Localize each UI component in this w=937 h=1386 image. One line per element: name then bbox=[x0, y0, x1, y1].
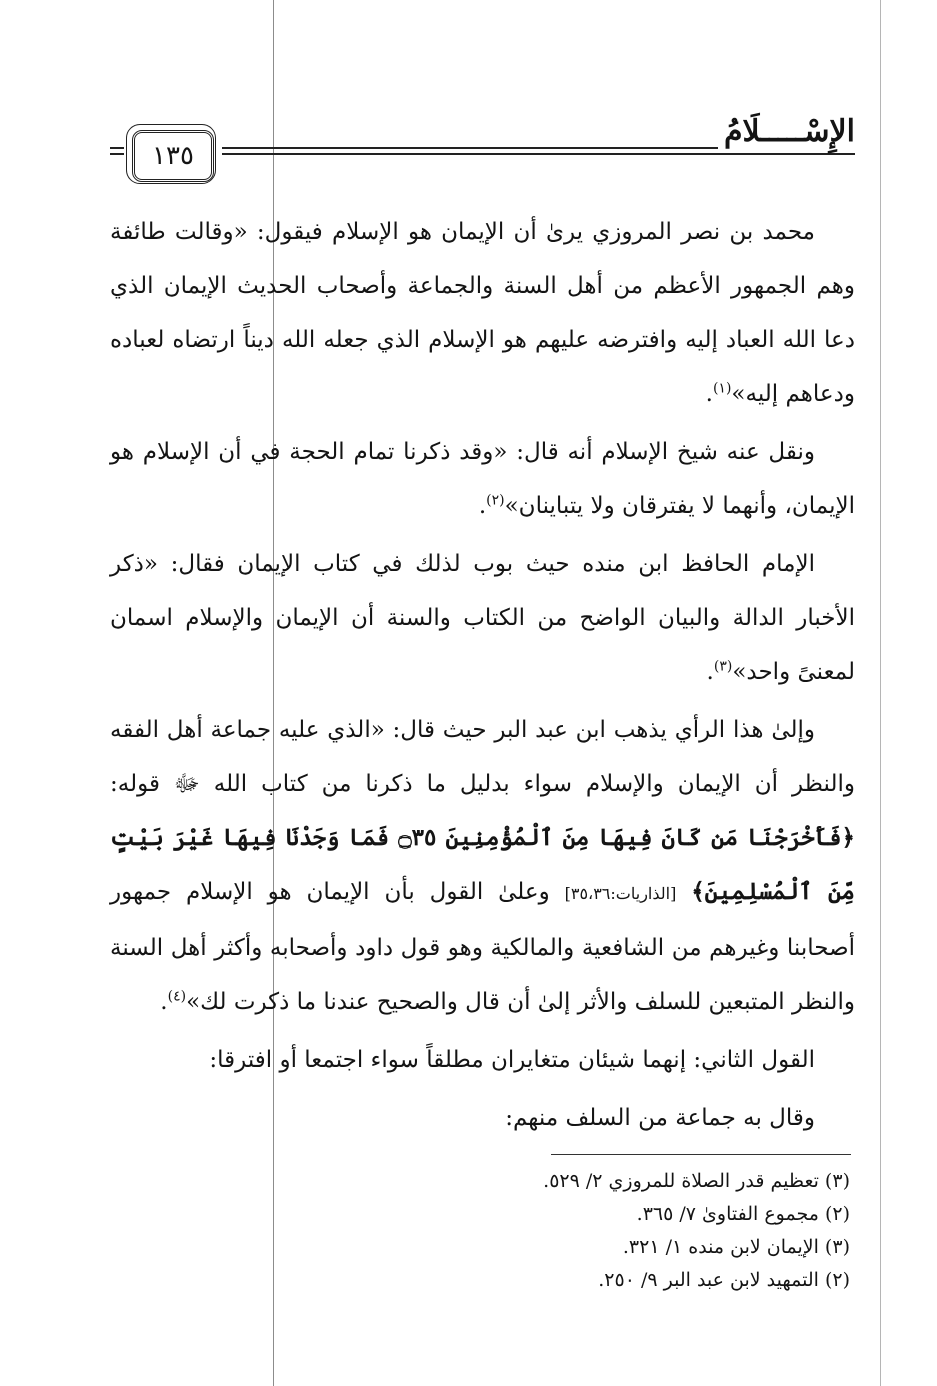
paragraph: الإمام الحافظ ابن منده حيث بوب لذلك في كتاب الإيمان فقال: «ذكر الأخبار الدالة والبيان الواضح من الكتاب والسنة أن الإيمان والإسلام اسمان لمعنىً واحد»$^{(٣)}$. bbox=[110, 551, 855, 685]
footnote: (٢) مجموع الفتاوىٰ ٧/ ٣٦٥. bbox=[636, 1203, 850, 1225]
paragraph bbox=[110, 1091, 855, 1145]
paragraph-text: ونقل عنه شيخ الإسلام أنه قال: «وقد ذكرنا تمام الحجة في أن الإسلام هو الإيمان، وأنهما لا يفترقان ولا يتباينان» bbox=[110, 439, 855, 519]
footnote: (٣) تعظيم قدر الصلاة للمروزي ٢/ ٥٢٩. bbox=[543, 1170, 850, 1192]
paragraph bbox=[110, 1033, 855, 1087]
footnotes bbox=[300, 1165, 850, 1297]
footnote: (٢) التمهيد لابن عبد البر ٩/ ٢٥٠. bbox=[598, 1269, 850, 1291]
footnote-mark: (٤) bbox=[167, 988, 187, 1005]
footnote: (٣) الإيمان لابن منده ١/ ٣٢١. bbox=[622, 1236, 850, 1258]
paragraph-text: وإلىٰ هذا الرأي يذهب ابن عبد البر حيث قال: «الذي عليه جماعة أهل الفقه والنظر أن الإيمان والإسلام سواء بدليل ما ذكرنا من كتاب الله ﷻ قوله: bbox=[110, 717, 855, 797]
page-number: ١٣٥ bbox=[132, 130, 214, 182]
paragraph-text: القول الثاني: إنهما شيئان متغايران مطلقاً سواء اجتمعا أو افترقا: bbox=[209, 1047, 815, 1073]
paragraph: ونقل عنه شيخ الإسلام أنه قال: «وقد ذكرنا تمام الحجة في أن الإسلام هو الإيمان، وأنهما لا يفترقان ولا يتباينان»$^{(٢)}$. bbox=[110, 439, 855, 519]
scan-edge-line bbox=[880, 0, 881, 1386]
header-rule bbox=[222, 153, 855, 155]
paragraph: محمد بن نصر المروزي يرىٰ أن الإيمان هو الإسلام فيقول: «وقالت طائفة وهم الجمهور الأعظم من أهل السنة والجماعة وأصحاب الحديث الإيمان الذي دعا الله العباد إليه وافترضه عليهم هو الإسلام الذي جعله الله ديناً ارتضاه لعباده ودعاهم إليه»$^{(١)}$. bbox=[110, 219, 855, 407]
main-text bbox=[110, 205, 855, 1145]
header-rule bbox=[110, 153, 124, 155]
paragraph-text: الإمام الحافظ ابن منده حيث بوب لذلك في كتاب الإيمان فقال: «ذكر الأخبار الدالة والبيان الواضح من الكتاب والسنة أن الإيمان والإسلام اسمان لمعنىً واحد» bbox=[110, 551, 855, 685]
running-title: الإِسْـــــلَامُ bbox=[718, 114, 855, 149]
paragraph-text: وعلىٰ القول بأن الإيمان هو الإسلام جمهور أصحابنا وغيرهم من الشافعية والمالكية وهو قول داود وأصحابه وأكثر أهل السنة والنظر المتبعين للسلف والأثر إلىٰ أن قال والصحيح عندنا ما ذكرت لك» bbox=[110, 879, 855, 1015]
footnote-separator bbox=[551, 1154, 851, 1155]
footnote-mark: (٢) bbox=[486, 492, 505, 509]
paragraph: وإلىٰ هذا الرأي يذهب ابن عبد البر حيث قال: «الذي عليه جماعة أهل الفقه والنظر أن الإيمان والإسلام سواء بدليل ما ذكرنا من كتاب الله ﷻ قوله: ﴿فَأَخْرَجْنَا مَن كَانَ فِيهَا مِنَ ٱلْمُؤْمِنِينَ ۝٣٥ فَمَا وَجَدْنَا فِيهَا غَيْرَ بَيْتٍ مِّنَ ٱلْمُسْلِمِينَ﴾ [الذاريات:٣٥،٣٦] وعلىٰ القول بأن الإيمان هو الإسلام جمهور أصحابنا وغيرهم من الشافعية والمالكية وهو قول داود وأصحابه وأكثر أهل السنة والنظر المتبعين للسلف والأثر إلىٰ أن قال والصحيح عندنا ما ذكرت لك»$^{(٤)}$. bbox=[110, 717, 856, 1015]
quran-verse: ﴿فَأَخْرَجْنَا مَن كَانَ فِيهَا مِنَ ٱلْمُؤْمِنِينَ ۝٣٥ فَمَا وَجَدْنَا فِيهَا غَيْرَ بَيْتٍ مِّنَ ٱلْمُسْلِمِينَ﴾ bbox=[110, 824, 856, 905]
header-rule bbox=[110, 147, 124, 149]
paragraph-text: وقال به جماعة من السلف منهم: bbox=[505, 1105, 815, 1131]
paragraph-text: محمد بن نصر المروزي يرىٰ أن الإيمان هو الإسلام فيقول: «وقالت طائفة وهم الجمهور الأعظم من أهل السنة والجماعة وأصحاب الحديث الإيمان الذي دعا الله العباد إليه وافترضه عليهم هو الإسلام الذي جعله الله ديناً ارتضاه لعباده ودعاهم إليه» bbox=[110, 219, 855, 407]
footnote-mark: (٣) bbox=[713, 658, 733, 675]
footnote-mark: (١) bbox=[712, 380, 732, 397]
verse-reference: [الذاريات:٣٥،٣٦] bbox=[564, 884, 677, 903]
page-header bbox=[110, 114, 855, 190]
